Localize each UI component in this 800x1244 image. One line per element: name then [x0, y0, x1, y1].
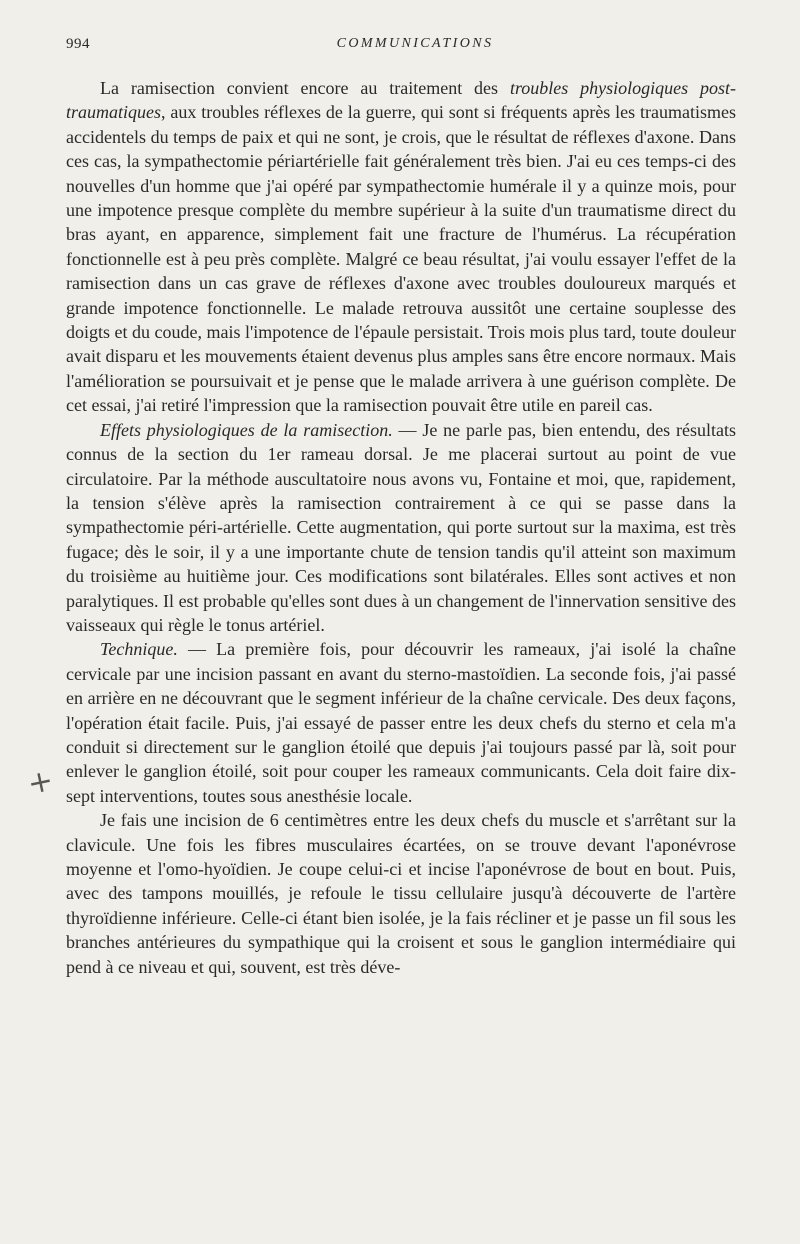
body-text: [66, 76, 736, 979]
text-run: — Je ne parle pas, bien entendu, des résultats connus de la section du 1er rameau dorsal. Je me placerai surtout au point de vue circulatoire. Par la méthode auscultatoire nous avons vu, Fontaine et moi, que, rapidement, la tension s'élève après la ramisection contrairement à ce qui se passe dans la sympathectomie péri-artérielle. Cette augmentation, qui porte surtout sur la maxima, est très fugace; dès le soir, il y a une importante chute de tension tandis qu'il atteint son maximum du troisième au huitième jour. Ces modifications sont bilatérales. Elles sont actives et non paralytiques. Il est probable qu'elles sont dues à un changement de l'innervation sensitive des vaisseaux qui règle le tonus artériel.: [66, 419, 736, 635]
page-number: 994: [66, 36, 90, 52]
paragraph: [66, 76, 736, 418]
paragraph: [66, 418, 736, 638]
section-heading: Effets physiologiques de la ramisection.: [100, 419, 393, 440]
text-run: La ramisection convient encore au traitement des: [100, 78, 510, 98]
running-head: COMMUNICATIONS: [336, 36, 494, 51]
paragraph: [66, 808, 736, 979]
paragraph: [66, 637, 736, 808]
margin-annotation: +: [24, 762, 57, 803]
text-run: Je fais une incision de 6 centimètres entre les deux chefs du muscle et s'arrêtant sur la clavicule. Une fois les fibres musculaires écartées, on se trouve devant l'aponévrose moyenne et l'omo-hyoïdien. Je coupe celui-ci et incise l'aponévrose de bout en bout. Puis, avec des tampons mouillés, je refoule le tissu cellulaire jusqu'à découverte de l'artère thyroïdienne inférieure. Celle-ci étant bien isolée, je la fais récliner et je passe un fil sous les branches antérieures du sympathique qui la croisent et sous le ganglion intermédiaire qui pend à ce niveau et qui, souvent, est très déve-: [66, 810, 736, 977]
text-run: , aux troubles réflexes de la guerre, qui sont si fréquents après les traumatismes accidentels du temps de paix et qui ne sont, je crois, que le résultat de réflexes d'axone. Dans ces cas, la sympathectomie périartérielle fait généralement très bien. J'ai eu ces temps-ci des nouvelles d'un homme que j'ai opéré par sympathectomie humérale il y a quinze mois, pour une impotence presque complète du membre supérieur à la suite d'un traumatisme direct du bras ayant, en apparence, simplement fait une fracture de l'humérus. La récupération fonctionnelle est à peu près complète. Malgré ce beau résultat, j'ai voulu essayer l'effet de la ramisection dans un cas grave de réflexes d'axone avec troubles douloureux marqués et grande impotence fonctionnelle. Le malade retrouva aussitôt une certaine souplesse des doigts et du coude, mais l'impotence de l'épaule persistait. Trois mois plus tard, toute douleur avait disparu et les mouvements étaient devenus plus amples sans être encore normaux. Mais l'amélioration se poursuivait et je pense que le malade arrivera à une guérison complète. De cet essai, j'ai retiré l'impression que la ramisection pouvait être utile en pareil cas.: [66, 102, 736, 416]
italic-term: troubles physiologiques post-traumatiques: [66, 78, 736, 123]
page-header: [66, 36, 736, 58]
text-run: — La première fois, pour découvrir les rameaux, j'ai isolé la chaîne cervicale par une incision passant en avant du sterno-mastoïdien. La seconde fois, j'ai passé en arrière en ne découvrant que le segment inférieur de la chaîne cervicale. Des deux façons, l'opération était facile. Puis, j'ai essayé de passer entre les deux chefs du sterno et cela m'a conduit si directement sur le ganglion étoilé que depuis j'ai toujours passé par là, soit pour enlever le ganglion étoilé, soit pour couper les rameaux communicants. Cela doit faire dix-sept interventions, toutes sous anesthésie locale.: [66, 639, 736, 806]
section-heading: Technique.: [100, 639, 178, 660]
